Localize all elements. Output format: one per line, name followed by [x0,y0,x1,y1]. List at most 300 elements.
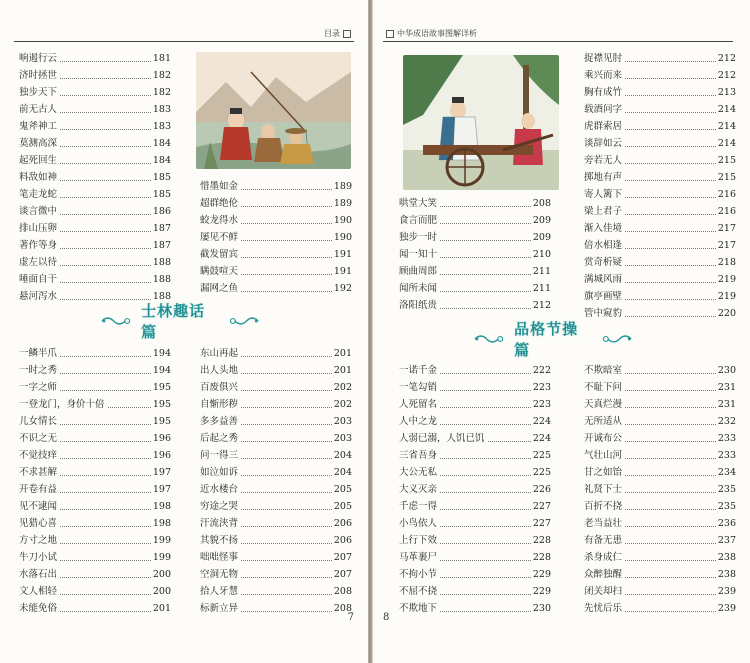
toc-entry-title: 赏奇析疑 [584,254,624,271]
toc-entry-title: 儿女情长 [19,413,59,430]
toc-entry-page: 208 [332,600,352,617]
toc-entry-title: 食言而肥 [399,212,439,229]
toc-entry[interactable] [584,379,736,396]
toc-entry-page: 226 [531,481,551,498]
toc-entry[interactable] [19,515,171,532]
toc-entry-title: 人中之龙 [399,413,439,430]
toc-entry-page: 207 [332,566,352,583]
toc-entry[interactable] [399,600,551,617]
toc-entry[interactable] [19,583,171,600]
toc-entry[interactable] [584,254,736,271]
toc-entry-title: 漏网之鱼 [200,280,240,297]
toc-entry[interactable] [200,379,352,396]
toc-entry-title: 不屈不挠 [399,583,439,600]
toc-entry-page: 228 [531,549,551,566]
toc-entry-title: 穷途之哭 [200,498,240,515]
toc-entry[interactable] [19,254,171,271]
toc-entry-page: 184 [151,135,171,152]
toc-entry[interactable] [19,549,171,566]
toc-entry-page: 197 [151,481,171,498]
toc-entry-page: 231 [716,379,736,396]
toc-entry[interactable] [584,583,736,600]
toc-entry-title: 先忧后乐 [584,600,624,617]
toc-entry-title: 一登龙门，身价十倍 [19,396,107,413]
toc-entry-page: 214 [716,101,736,118]
toc-entry-title: 甘之如饴 [584,464,624,481]
toc-entry-page: 229 [531,583,551,600]
toc-entry-title: 小鸟依人 [399,515,439,532]
toc-entry[interactable] [19,396,171,413]
toc-entry-title: 不耻下问 [584,379,624,396]
toc-entry-page: 229 [531,566,551,583]
toc-entry-page: 198 [151,515,171,532]
toc-entry[interactable] [19,220,171,237]
toc-entry-title: 瞒鼓喧天 [200,263,240,280]
toc-entry[interactable] [19,362,171,379]
toc-entry[interactable] [19,481,171,498]
toc-entry-page: 205 [332,481,352,498]
toc-entry-title: 咄咄怪事 [200,549,240,566]
toc-entry[interactable] [584,101,736,118]
toc-entry-title: 莫测高深 [19,135,59,152]
toc-entry[interactable] [19,498,171,515]
toc-column [399,195,551,314]
toc-entry[interactable] [584,152,736,169]
toc-entry[interactable] [19,464,171,481]
toc-entry-page: 207 [332,549,352,566]
toc-entry-title: 梁上君子 [584,203,624,220]
toc-entry-title: 无所适从 [584,413,624,430]
square-icon [343,30,351,38]
toc-entry-title: 拾人牙慧 [200,583,240,600]
toc-entry[interactable] [200,566,352,583]
toc-entry[interactable] [19,84,171,101]
toc-column [200,178,352,297]
toc-entry-page: 196 [151,430,171,447]
toc-entry-page: 219 [716,288,736,305]
toc-entry-page: 185 [151,186,171,203]
page-number: 7 [347,612,354,623]
toc-entry[interactable] [584,67,736,84]
toc-entry[interactable] [584,305,736,322]
toc-entry-page: 230 [531,600,551,617]
toc-entry-page: 197 [151,464,171,481]
toc-entry[interactable] [200,447,352,464]
toc-entry-page: 212 [531,297,551,314]
ornament-left-icon [473,332,504,346]
toc-entry[interactable] [584,464,736,481]
toc-entry-page: 239 [716,600,736,617]
toc-entry-page: 215 [716,152,736,169]
toc-entry[interactable] [399,362,551,379]
toc-entry[interactable] [584,396,736,413]
toc-column [200,345,352,617]
toc-entry[interactable] [200,212,352,229]
toc-entry[interactable] [19,447,171,464]
toc-entry[interactable] [200,178,352,195]
right-header-rule [383,41,733,42]
toc-entry-title: 见不逮闻 [19,498,59,515]
toc-entry[interactable] [200,532,352,549]
toc-entry-page: 194 [151,362,171,379]
toc-entry-page: 211 [531,263,551,280]
toc-entry-title: 文人相轻 [19,583,59,600]
toc-entry[interactable] [399,481,551,498]
section-label: 士林趣话篇 [141,302,206,341]
toc-entry-page: 185 [151,169,171,186]
right-page [372,0,750,663]
toc-entry[interactable] [584,84,736,101]
toc-entry-title: 起死回生 [19,152,59,169]
toc-entry[interactable] [19,379,171,396]
toc-entry-page: 235 [716,481,736,498]
toc-entry-page: 182 [151,67,171,84]
toc-entry-title: 人死留名 [399,396,439,413]
toc-entry[interactable] [399,430,551,447]
toc-entry[interactable] [399,532,551,549]
toc-entry-title: 水落石出 [19,566,59,583]
toc-entry-title: 倍水相逢 [584,237,624,254]
section-title-scholars [100,302,260,341]
toc-entry-title: 气壮山河 [584,447,624,464]
toc-entry-title: 笔走龙蛇 [19,186,59,203]
toc-entry-page: 233 [716,430,736,447]
toc-entry[interactable] [584,515,736,532]
toc-entry-page: 196 [151,447,171,464]
toc-entry-page: 212 [716,67,736,84]
left-running-header [324,28,354,39]
toc-entry[interactable] [200,549,352,566]
toc-entry-page: 227 [531,498,551,515]
toc-column [584,362,736,617]
toc-entry-page: 235 [716,498,736,515]
ornament-right-icon [602,332,633,346]
illustration-scholars-cart [403,55,559,190]
toc-entry[interactable] [200,345,352,362]
toc-entry-title: 未能免俗 [19,600,59,617]
toc-entry-page: 214 [716,118,736,135]
toc-entry-page: 187 [151,220,171,237]
toc-entry-page: 216 [716,186,736,203]
toc-entry-title: 乘兴而来 [584,67,624,84]
toc-entry-page: 191 [332,263,352,280]
right-header-text: 中华成语故事图解详析 [397,29,477,38]
toc-entry[interactable] [200,362,352,379]
ornament-right-icon [229,314,260,328]
toc-entry-page: 206 [332,532,352,549]
toc-entry[interactable] [200,583,352,600]
toc-entry[interactable] [399,515,551,532]
toc-entry-title: 谈言微中 [19,203,59,220]
toc-entry-title: 管中窥豹 [584,305,624,322]
toc-entry-title: 独步一时 [399,229,439,246]
toc-entry-title: 其貌不扬 [200,532,240,549]
toc-entry-title: 不拘小节 [399,566,439,583]
toc-entry[interactable] [200,396,352,413]
toc-entry-page: 238 [716,549,736,566]
toc-entry-page: 215 [716,169,736,186]
toc-entry[interactable] [584,430,736,447]
toc-entry-page: 210 [531,246,551,263]
toc-entry-title: 如泣如诉 [200,464,240,481]
toc-entry[interactable] [200,195,352,212]
toc-entry[interactable] [399,549,551,566]
illustration-fishing-scholars [196,52,351,169]
toc-entry[interactable] [584,447,736,464]
toc-entry[interactable] [399,498,551,515]
toc-entry-page: 186 [151,203,171,220]
toc-entry[interactable] [200,600,352,617]
toc-entry[interactable] [584,532,736,549]
toc-entry-page: 203 [332,413,352,430]
toc-entry-page: 187 [151,237,171,254]
toc-entry-page: 211 [531,280,551,297]
page-number: 8 [383,612,390,623]
toc-entry[interactable] [399,464,551,481]
left-page [0,0,369,663]
toc-entry[interactable] [19,67,171,84]
toc-entry-title: 马革裹尸 [399,549,439,566]
toc-entry[interactable] [19,203,171,220]
toc-entry-page: 208 [332,583,352,600]
toc-entry-page: 225 [531,447,551,464]
toc-entry-title: 蛟龙得水 [200,212,240,229]
toc-entry[interactable] [584,498,736,515]
toc-entry[interactable] [584,203,736,220]
toc-entry-title: 鬼斧神工 [19,118,59,135]
toc-entry-title: 洛阳纸贵 [399,297,439,314]
toc-entry[interactable] [19,345,171,362]
toc-entry-page: 201 [332,345,352,362]
toc-entry[interactable] [584,288,736,305]
toc-entry-page: 219 [716,271,736,288]
toc-entry-title: 开卷有益 [19,481,59,498]
toc-entry[interactable] [399,297,551,314]
toc-entry[interactable] [19,50,171,67]
toc-entry-title: 不识之无 [19,430,59,447]
toc-entry[interactable] [19,118,171,135]
toc-column [584,50,736,322]
toc-entry-title: 悬河泻水 [19,288,59,305]
toc-entry[interactable] [399,229,551,246]
toc-entry-title: 旁若无人 [584,152,624,169]
toc-entry-page: 200 [151,583,171,600]
toc-entry[interactable] [19,237,171,254]
toc-entry[interactable] [399,212,551,229]
toc-entry-title: 大公无私 [399,464,439,481]
toc-entry-title: 老当益壮 [584,515,624,532]
toc-entry-title: 开诚布公 [584,430,624,447]
toc-column [19,345,171,617]
toc-entry-page: 228 [531,532,551,549]
toc-entry[interactable] [19,430,171,447]
toc-entry[interactable] [200,229,352,246]
toc-entry[interactable] [19,169,171,186]
toc-entry-title: 问一得三 [200,447,240,464]
toc-entry-title: 超群绝伦 [200,195,240,212]
toc-entry-page: 194 [151,345,171,362]
toc-entry-page: 216 [716,203,736,220]
toc-entry-title: 寄人篱下 [584,186,624,203]
toc-entry-title: 百废俱兴 [200,379,240,396]
toc-entry-title: 天真烂漫 [584,396,624,413]
toc-entry[interactable] [19,271,171,288]
toc-entry[interactable] [584,186,736,203]
toc-entry-title: 东山再起 [200,345,240,362]
toc-entry-title: 虚左以待 [19,254,59,271]
toc-entry[interactable] [399,246,551,263]
toc-entry-title: 虎群索居 [584,118,624,135]
toc-entry-title: 惜墨如金 [200,178,240,195]
toc-entry-page: 189 [332,195,352,212]
toc-entry[interactable] [584,169,736,186]
toc-entry-title: 一诺千金 [399,362,439,379]
toc-entry[interactable] [399,396,551,413]
toc-entry[interactable] [19,135,171,152]
toc-entry-title: 上行下效 [399,532,439,549]
toc-entry-page: 198 [151,498,171,515]
toc-entry-title: 有备无患 [584,532,624,549]
toc-entry-page: 192 [332,280,352,297]
toc-entry-title: 载酒问字 [584,101,624,118]
toc-entry[interactable] [399,263,551,280]
toc-entry-page: 232 [716,413,736,430]
toc-entry-page: 239 [716,583,736,600]
toc-entry-title: 闭关却扫 [584,583,624,600]
toc-entry-title: 独步天下 [19,84,59,101]
toc-entry-title: 不欺暗室 [584,362,624,379]
toc-entry-title: 方寸之地 [19,532,59,549]
toc-entry-page: 225 [531,464,551,481]
toc-entry[interactable] [584,362,736,379]
toc-entry-page: 195 [151,396,171,413]
toc-entry-title: 唾面自干 [19,271,59,288]
toc-entry-title: 一鳞半爪 [19,345,59,362]
toc-entry-page: 188 [151,288,171,305]
toc-entry-page: 223 [531,396,551,413]
toc-entry[interactable] [19,413,171,430]
toc-entry[interactable] [200,481,352,498]
toc-entry-title: 捉襟见肘 [584,50,624,67]
toc-entry[interactable] [399,280,551,297]
toc-entry[interactable] [200,280,352,297]
toc-entry-title: 牛刀小试 [19,549,59,566]
toc-entry-page: 183 [151,101,171,118]
toc-entry-title: 截发留宾 [200,246,240,263]
toc-entry[interactable] [19,186,171,203]
toc-entry-title: 顾曲周郎 [399,263,439,280]
toc-entry-page: 227 [531,515,551,532]
toc-entry-title: 后起之秀 [200,430,240,447]
square-icon [386,30,394,38]
toc-entry-title: 响遏行云 [19,50,59,67]
toc-entry-title: 礼贤下士 [584,481,624,498]
toc-entry-title: 一笔勾销 [399,379,439,396]
toc-entry[interactable] [584,237,736,254]
toc-entry-page: 184 [151,152,171,169]
toc-entry-title: 空洞无物 [200,566,240,583]
toc-entry[interactable] [200,498,352,515]
left-header-text: 目录 [324,29,340,38]
toc-entry[interactable] [399,566,551,583]
toc-entry-page: 191 [332,246,352,263]
toc-entry[interactable] [19,101,171,118]
toc-entry-title: 闻所未闻 [399,280,439,297]
toc-entry[interactable] [584,118,736,135]
toc-entry[interactable] [200,515,352,532]
toc-entry[interactable] [200,464,352,481]
toc-entry[interactable] [200,413,352,430]
toc-entry-title: 渐入佳境 [584,220,624,237]
toc-entry-page: 224 [531,413,551,430]
toc-entry-title: 不欺地下 [399,600,439,617]
toc-entry[interactable] [584,549,736,566]
toc-entry-page: 218 [716,254,736,271]
toc-entry[interactable] [584,271,736,288]
toc-entry[interactable] [19,152,171,169]
toc-entry-page: 204 [332,447,352,464]
toc-entry[interactable] [19,566,171,583]
toc-entry[interactable] [584,600,736,617]
toc-entry-page: 236 [716,515,736,532]
toc-entry[interactable] [19,600,171,617]
left-header-rule [14,41,354,42]
toc-column [19,50,171,305]
toc-entry-title: 一时之秀 [19,362,59,379]
toc-entry[interactable] [19,532,171,549]
toc-entry-title: 近水楼台 [200,481,240,498]
toc-entry[interactable] [584,481,736,498]
toc-entry[interactable] [399,447,551,464]
toc-entry-title: 料敌如神 [19,169,59,186]
toc-entry[interactable] [584,220,736,237]
toc-entry[interactable] [399,379,551,396]
toc-entry-page: 209 [531,229,551,246]
toc-entry-page: 220 [716,305,736,322]
ornament-left-icon [100,314,131,328]
toc-entry[interactable] [584,413,736,430]
toc-entry-page: 188 [151,271,171,288]
toc-entry-page: 195 [151,379,171,396]
toc-entry[interactable] [584,566,736,583]
toc-entry[interactable] [200,263,352,280]
toc-entry-page: 199 [151,532,171,549]
toc-entry-title: 谈辞如云 [584,135,624,152]
toc-entry-page: 202 [332,379,352,396]
toc-entry-title: 百折不挠 [584,498,624,515]
toc-entry-page: 182 [151,84,171,101]
toc-entry-title: 排山压卵 [19,220,59,237]
toc-entry[interactable] [584,50,736,67]
toc-entry-title: 众醉独醒 [584,566,624,583]
toc-entry-title: 多多益善 [200,413,240,430]
toc-entry-page: 201 [332,362,352,379]
toc-entry[interactable] [200,430,352,447]
toc-entry-title: 三省吾身 [399,447,439,464]
toc-entry[interactable] [200,246,352,263]
toc-entry[interactable] [399,413,551,430]
toc-entry-page: 237 [716,532,736,549]
toc-entry-title: 人弱已溺，人饥已饥 [399,430,487,447]
toc-entry-page: 223 [531,379,551,396]
toc-entry-title: 见猎心喜 [19,515,59,532]
toc-entry[interactable] [584,135,736,152]
toc-entry-page: 209 [531,212,551,229]
toc-entry[interactable] [399,583,551,600]
toc-entry[interactable] [399,195,551,212]
toc-entry-page: 213 [716,84,736,101]
toc-entry-page: 230 [716,362,736,379]
